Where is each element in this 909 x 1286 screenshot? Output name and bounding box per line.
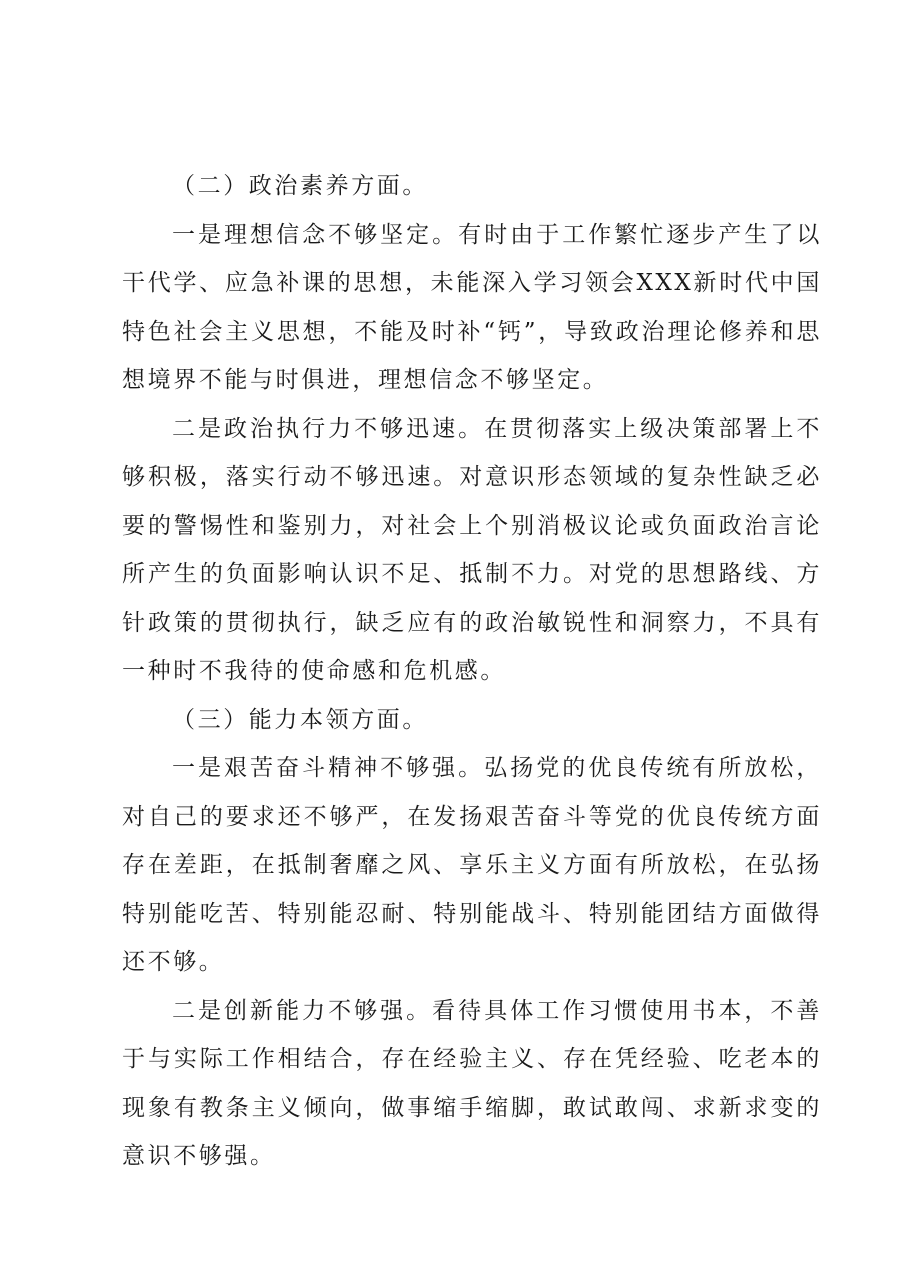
paragraph-ideals-beliefs: 一是理想信念不够坚定。有时由于工作繁忙逐步产生了以干代学、应急补课的思想，未能深入学习领会XXX新时代中国特色社会主义思想，不能及时补“钙”，导致政治理论修养和思想境界不能与时俱进，理想信念不够坚定。 <box>122 221 822 393</box>
paragraph-hard-work-spirit: 一是艰苦奋斗精神不够强。弘扬党的优良传统有所放松，对自己的要求还不够严，在发扬艰苦奋斗等党的优良传统方面存在差距，在抵制奢靡之风、享乐主义方面有所放松，在弘扬特别能吃苦、特别能忍耐、特别能战斗、特别能团结方面做得还不够。 <box>122 755 822 975</box>
section-heading-ability: （三）能力本领方面。 <box>172 706 428 733</box>
document-body <box>122 162 822 1181</box>
section-heading-political-literacy: （二）政治素养方面。 <box>172 173 428 199</box>
paragraph-political-execution: 二是政治执行力不够迅速。在贯彻落实上级决策部署上不够积极，落实行动不够迅速。对意识形态领域的复杂性缺乏必要的警惕性和鉴别力，对社会上个别消极议论或负面政治言论所产生的负面影响认识不足、抵制不力。对党的思想路线、方针政策的贯彻执行，缺乏应有的政治敏锐性和洞察力，不具有一种时不我待的使命感和危机感。 <box>122 415 822 684</box>
paragraph-innovation-ability: 二是创新能力不够强。看待具体工作习惯使用书本，不善于与实际工作相结合，存在经验主义、存在凭经验、吃老本的现象有教条主义倾向，做事缩手缩脚，敢试敢闯、求新求变的意识不够强。 <box>122 997 822 1169</box>
